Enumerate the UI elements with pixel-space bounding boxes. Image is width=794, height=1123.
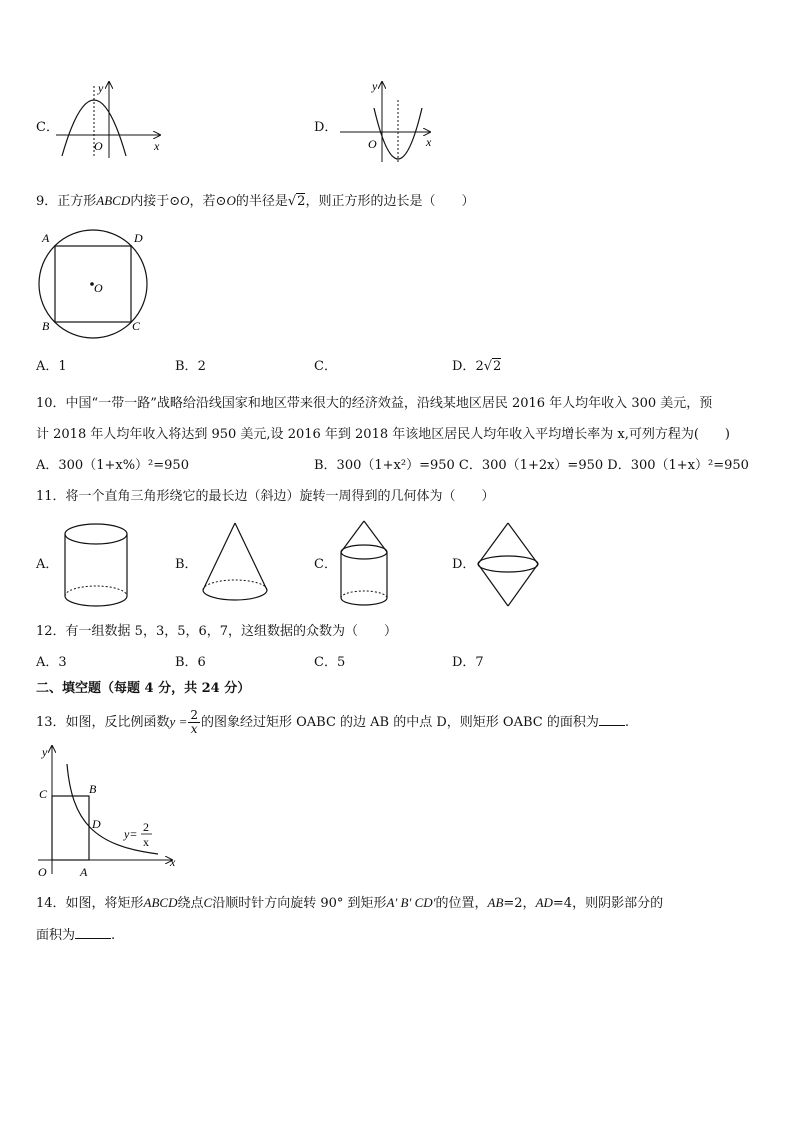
figure-circle-square: [36, 228, 156, 340]
cylinder-figure: [62, 520, 132, 612]
label-d: D: [134, 231, 143, 245]
q12-option-b: B．6: [175, 655, 206, 670]
cone-figure: [200, 520, 270, 612]
y-label: y: [42, 745, 48, 759]
x-label: x: [154, 139, 160, 153]
question-10-line1: 10．中国“一带一路”战略给沿线国家和地区带来很大的经济效益，沿线某地区居民 2016 年人均年收入 300 美元，预: [36, 396, 713, 411]
answer-blank[interactable]: [75, 926, 111, 939]
label-b: B: [42, 319, 50, 333]
x-label: x: [170, 855, 176, 869]
q11-option-b-label: B．: [175, 557, 198, 572]
label-a: A: [42, 231, 50, 245]
double-cone-figure: [474, 520, 544, 612]
label-d: D: [92, 817, 101, 831]
origin-label: O: [94, 139, 103, 153]
q11-option-c-label: C．: [314, 557, 337, 572]
answer-blank[interactable]: [599, 713, 625, 726]
cone-on-cylinder-figure: [336, 518, 396, 612]
y-label: y: [372, 79, 378, 93]
y-label: y: [98, 81, 104, 95]
question-10-line2: 计 2018 年人均年收入将达到 950 美元,设 2016 年到 2018 年该地区居民人均年收入平均增长率为 x,可列方程为( ): [36, 427, 730, 442]
graph-option-c: [56, 78, 176, 160]
question-12-stem: 12．有一组数据 5，3，5，6，7，这组数据的众数为（ ）: [36, 624, 398, 639]
section-2-title: 二、填空题（每题 4 分，共 24 分）: [36, 681, 251, 696]
graph-option-d: [336, 78, 446, 168]
curve-equation-numerator: 2: [143, 820, 149, 834]
x-label: x: [426, 135, 432, 149]
q12-option-d: D．7: [452, 655, 484, 670]
q12-option-c: C．5: [314, 655, 346, 670]
question-13-stem: 13．如图，反比例函数y = $\frac{2}{x}$ 的图象经过矩形 OABC 的边 AB 的中点 D，则矩形 OABC 的面积为 .: [36, 708, 629, 736]
rectangle-oabc: [52, 796, 89, 860]
q9-option-a: A．1: [36, 359, 67, 374]
figure-hyperbola-rectangle: [34, 742, 184, 878]
label-b: B: [89, 782, 97, 796]
label-a: A: [80, 865, 88, 879]
q9-option-d: D．2√2: [452, 359, 502, 374]
curve-equation-label: y=: [124, 827, 138, 841]
q10-options-bcd: B．300（1+x²）=950 C．300（1+2x）=950 D．300（1+x）²=950: [314, 458, 749, 473]
q9-option-c: C．: [314, 359, 337, 374]
q12-option-a: A．3: [36, 655, 67, 670]
q10-option-a: A．300（1+x%）²=950: [36, 458, 189, 473]
q11-option-d-label: D．: [452, 557, 476, 572]
q9-option-b: B．2: [175, 359, 206, 374]
origin-label: O: [368, 137, 377, 151]
label-o: O: [94, 281, 103, 295]
origin-label: O: [38, 865, 47, 879]
question-9-stem: 9．正方形ABCD内接于⊙O，若⊙O的半径是√2，则正方形的边长是（ ）: [36, 193, 475, 209]
curve-equation-denominator: x: [143, 835, 149, 849]
label-c: C: [132, 319, 141, 333]
q11-option-a-label: A．: [36, 557, 59, 572]
option-d-label: D．: [314, 120, 338, 135]
option-c-label: C．: [36, 120, 59, 135]
label-c: C: [39, 787, 48, 801]
question-14-line2: 面积为 .: [36, 928, 116, 943]
question-14-line1: 14．如图，将矩形ABCD绕点C沿顺时针方向旋转 90° 到矩形A′ B′ CD′的位置，AB=2，AD=4，则阴影部分的: [36, 895, 664, 911]
question-11-stem: 11．将一个直角三角形绕它的最长边（斜边）旋转一周得到的几何体为（ ）: [36, 489, 495, 504]
